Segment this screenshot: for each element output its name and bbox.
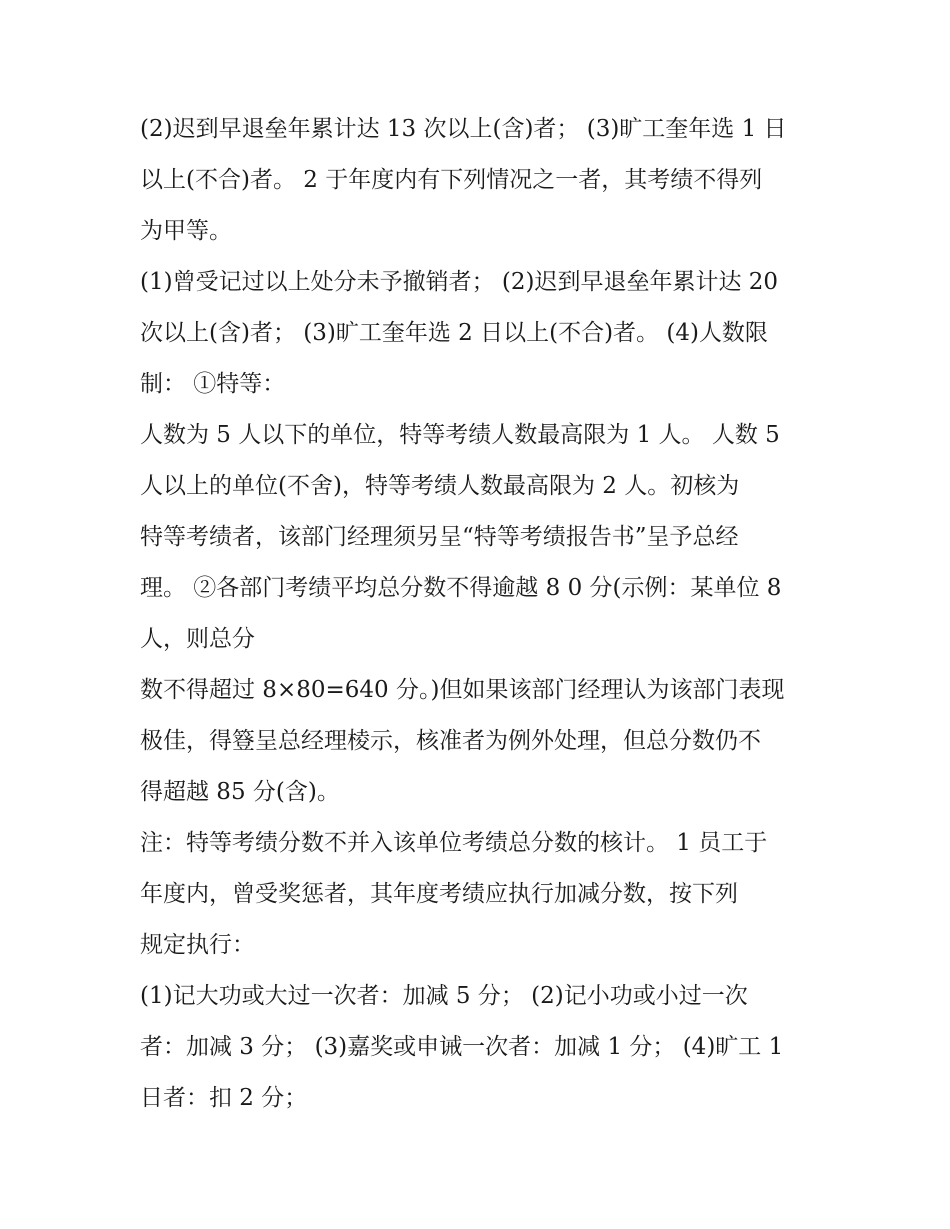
text-line: (1)曾受记过以上处分未予撤销者； (2)迟到早退垒年累计达 20 [140, 269, 779, 295]
text-line: 特等考绩者，该部门经理须另呈“特等考绩报告书”呈予总经 [140, 524, 739, 550]
text-line: 人数为 5 人以下的单位，特等考绩人数最高限为 1 人。 人数 5 [140, 422, 780, 448]
text-line: 理。 ②各部门考绩平均总分数不得逾越 8 0 分(示例：某单位 8 [140, 575, 782, 601]
text-line: 次以上(含)者； (3)旷工奎年选 2 日以上(不合)者。 (4)人数限 [140, 320, 768, 346]
text-line: 规定执行： [140, 932, 255, 958]
text-line: 得超越 85 分(含)。 [140, 779, 340, 805]
text-line: 为甲等。 [140, 218, 232, 244]
text-line: 以上(不合)者。 2 于年度内有下列情况之一者，其考绩不得列 [140, 167, 763, 193]
text-line: 者：加减 3 分； (3)嘉奖或申诫一次者：加减 1 分； (4)旷工 1 [140, 1034, 784, 1060]
text-line: 制： ①特等： [140, 371, 286, 397]
document-body [140, 104, 820, 1124]
text-line: 人，则总分 [140, 626, 255, 652]
text-line: (1)记大功或大过一次者：加减 5 分； (2)记小功或小过一次 [140, 983, 748, 1009]
text-line: 年度内，曾受奖惩者，其年度考绩应执行加减分数，按下列 [140, 881, 738, 907]
text-line: 数不得超过 8×80=640 分。)但如果该部门经理认为该部门表现 [140, 677, 785, 703]
text-line: 人以上的单位(不舍)，特等考绩人数最高限为 2 人。初核为 [140, 473, 740, 499]
text-line: 日者：扣 2 分； [140, 1085, 308, 1111]
text-line: 极佳，得簦呈总经理棱示，核准者为例外处理，但总分数仍不 [140, 728, 761, 754]
text-line: 注：特等考绩分数不并入该单位考绩总分数的核计。 1 员工于 [140, 830, 768, 856]
text-line: (2)迟到早退垒年累计达 13 次以上(含)者； (3)旷工奎年选 1 日 [140, 116, 787, 142]
